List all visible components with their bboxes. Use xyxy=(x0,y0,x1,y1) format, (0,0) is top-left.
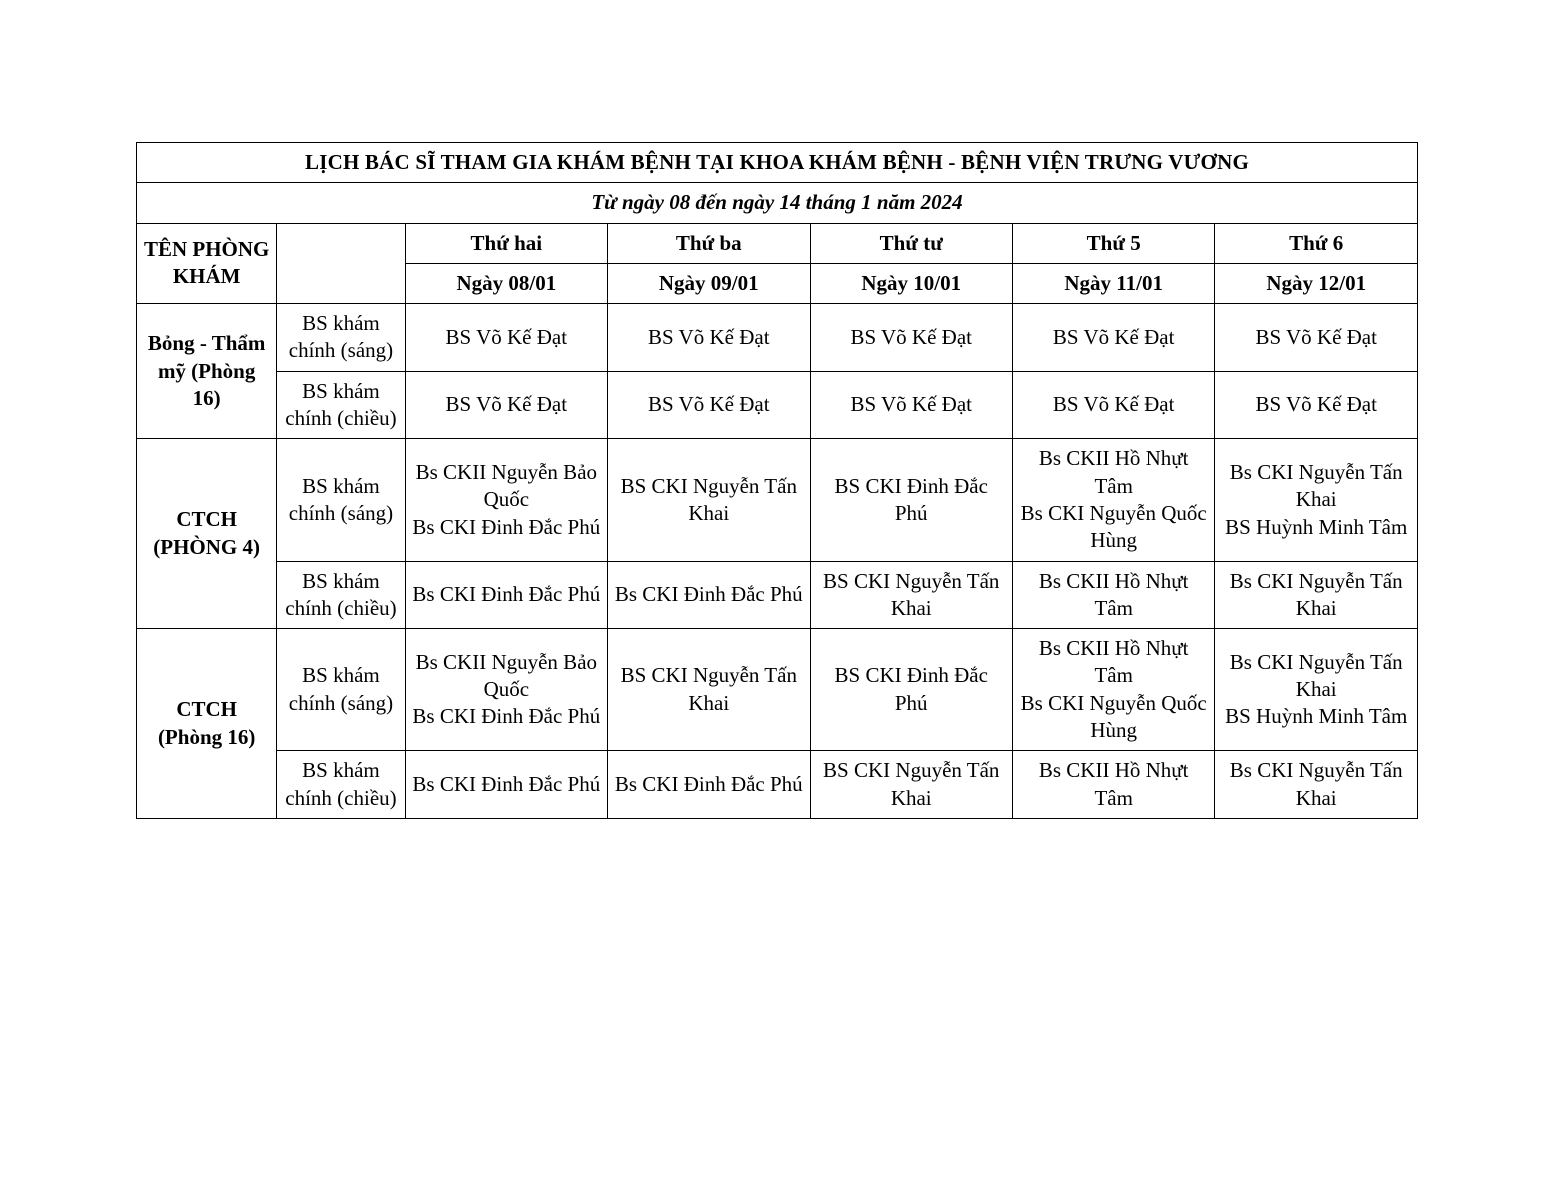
cell-3-1-2: BS CKI Nguyễn Tấn Khai xyxy=(810,751,1012,819)
cell-2-1-2: BS CKI Nguyễn Tấn Khai xyxy=(810,561,1012,629)
header-weekday-2: Thứ ba xyxy=(608,223,810,263)
cell-2-0-2: BS CKI Đinh Đắc Phú xyxy=(810,439,1012,561)
table-body xyxy=(137,143,1418,819)
header-shift-blank xyxy=(277,223,405,304)
document-title: LỊCH BÁC SĨ THAM GIA KHÁM BỆNH TẠI KHOA KHÁM BỆNH - BỆNH VIỆN TRƯNG VƯƠNG xyxy=(137,143,1418,183)
cell-1-0-1: BS Võ Kế Đạt xyxy=(608,304,810,372)
cell-2-1-1: Bs CKI Đinh Đắc Phú xyxy=(608,561,810,629)
shift-label-2-1: BS khám chính (chiều) xyxy=(277,561,405,629)
cell-3-0-4: Bs CKI Nguyễn Tấn Khai BS Huỳnh Minh Tâm xyxy=(1215,629,1418,751)
header-weekday-3: Thứ tư xyxy=(810,223,1012,263)
cell-2-0-3: Bs CKII Hồ Nhựt Tâm Bs CKI Nguyễn Quốc Hùng xyxy=(1012,439,1214,561)
cell-3-0-2: BS CKI Đinh Đắc Phú xyxy=(810,629,1012,751)
cell-3-0-1: BS CKI Nguyễn Tấn Khai xyxy=(608,629,810,751)
cell-2-0-0: Bs CKII Nguyễn Bảo Quốc Bs CKI Đinh Đắc Phú xyxy=(405,439,607,561)
cell-1-1-0: BS Võ Kế Đạt xyxy=(405,371,607,439)
header-weekday-5: Thứ 6 xyxy=(1215,223,1418,263)
table-row xyxy=(137,439,1418,561)
cell-3-1-0: Bs CKI Đinh Đắc Phú xyxy=(405,751,607,819)
cell-1-1-2: BS Võ Kế Đạt xyxy=(810,371,1012,439)
document-subtitle: Từ ngày 08 đến ngày 14 tháng 1 năm 2024 xyxy=(137,183,1418,223)
schedule-sheet xyxy=(136,142,1418,819)
cell-1-1-1: BS Võ Kế Đạt xyxy=(608,371,810,439)
cell-3-1-3: Bs CKII Hồ Nhựt Tâm xyxy=(1012,751,1214,819)
table-row xyxy=(137,751,1418,819)
cell-1-0-4: BS Võ Kế Đạt xyxy=(1215,304,1418,372)
table-row xyxy=(137,304,1418,372)
header-weekday-4: Thứ 5 xyxy=(1012,223,1214,263)
table-row xyxy=(137,371,1418,439)
header-room-name: TÊN PHÒNG KHÁM xyxy=(137,223,277,304)
shift-label-3-1: BS khám chính (chiều) xyxy=(277,751,405,819)
cell-1-0-3: BS Võ Kế Đạt xyxy=(1012,304,1214,372)
room-label-1: Bỏng - Thẩm mỹ (Phòng 16) xyxy=(137,304,277,439)
header-date-1: Ngày 08/01 xyxy=(405,263,607,303)
cell-1-0-0: BS Võ Kế Đạt xyxy=(405,304,607,372)
title-row xyxy=(137,143,1418,183)
header-weekday-1: Thứ hai xyxy=(405,223,607,263)
cell-1-1-3: BS Võ Kế Đạt xyxy=(1012,371,1214,439)
header-weekday-row xyxy=(137,223,1418,263)
header-date-5: Ngày 12/01 xyxy=(1215,263,1418,303)
cell-2-1-0: Bs CKI Đinh Đắc Phú xyxy=(405,561,607,629)
shift-label-1-0: BS khám chính (sáng) xyxy=(277,304,405,372)
cell-2-0-1: BS CKI Nguyễn Tấn Khai xyxy=(608,439,810,561)
table-row xyxy=(137,629,1418,751)
shift-label-3-0: BS khám chính (sáng) xyxy=(277,629,405,751)
cell-1-0-2: BS Võ Kế Đạt xyxy=(810,304,1012,372)
header-date-3: Ngày 10/01 xyxy=(810,263,1012,303)
cell-3-1-1: Bs CKI Đinh Đắc Phú xyxy=(608,751,810,819)
cell-1-1-4: BS Võ Kế Đạt xyxy=(1215,371,1418,439)
shift-label-1-1: BS khám chính (chiều) xyxy=(277,371,405,439)
shift-label-2-0: BS khám chính (sáng) xyxy=(277,439,405,561)
room-label-2: CTCH (PHÒNG 4) xyxy=(137,439,277,629)
header-date-4: Ngày 11/01 xyxy=(1012,263,1214,303)
cell-2-1-4: Bs CKI Nguyễn Tấn Khai xyxy=(1215,561,1418,629)
subtitle-row xyxy=(137,183,1418,223)
cell-3-0-0: Bs CKII Nguyễn Bảo Quốc Bs CKI Đinh Đắc Phú xyxy=(405,629,607,751)
cell-2-1-3: Bs CKII Hồ Nhựt Tâm xyxy=(1012,561,1214,629)
header-date-2: Ngày 09/01 xyxy=(608,263,810,303)
table-row xyxy=(137,561,1418,629)
room-label-3: CTCH (Phòng 16) xyxy=(137,629,277,819)
cell-2-0-4: Bs CKI Nguyễn Tấn Khai BS Huỳnh Minh Tâm xyxy=(1215,439,1418,561)
cell-3-1-4: Bs CKI Nguyễn Tấn Khai xyxy=(1215,751,1418,819)
cell-3-0-3: Bs CKII Hồ Nhựt Tâm Bs CKI Nguyễn Quốc Hùng xyxy=(1012,629,1214,751)
doctor-schedule-table xyxy=(136,142,1418,819)
